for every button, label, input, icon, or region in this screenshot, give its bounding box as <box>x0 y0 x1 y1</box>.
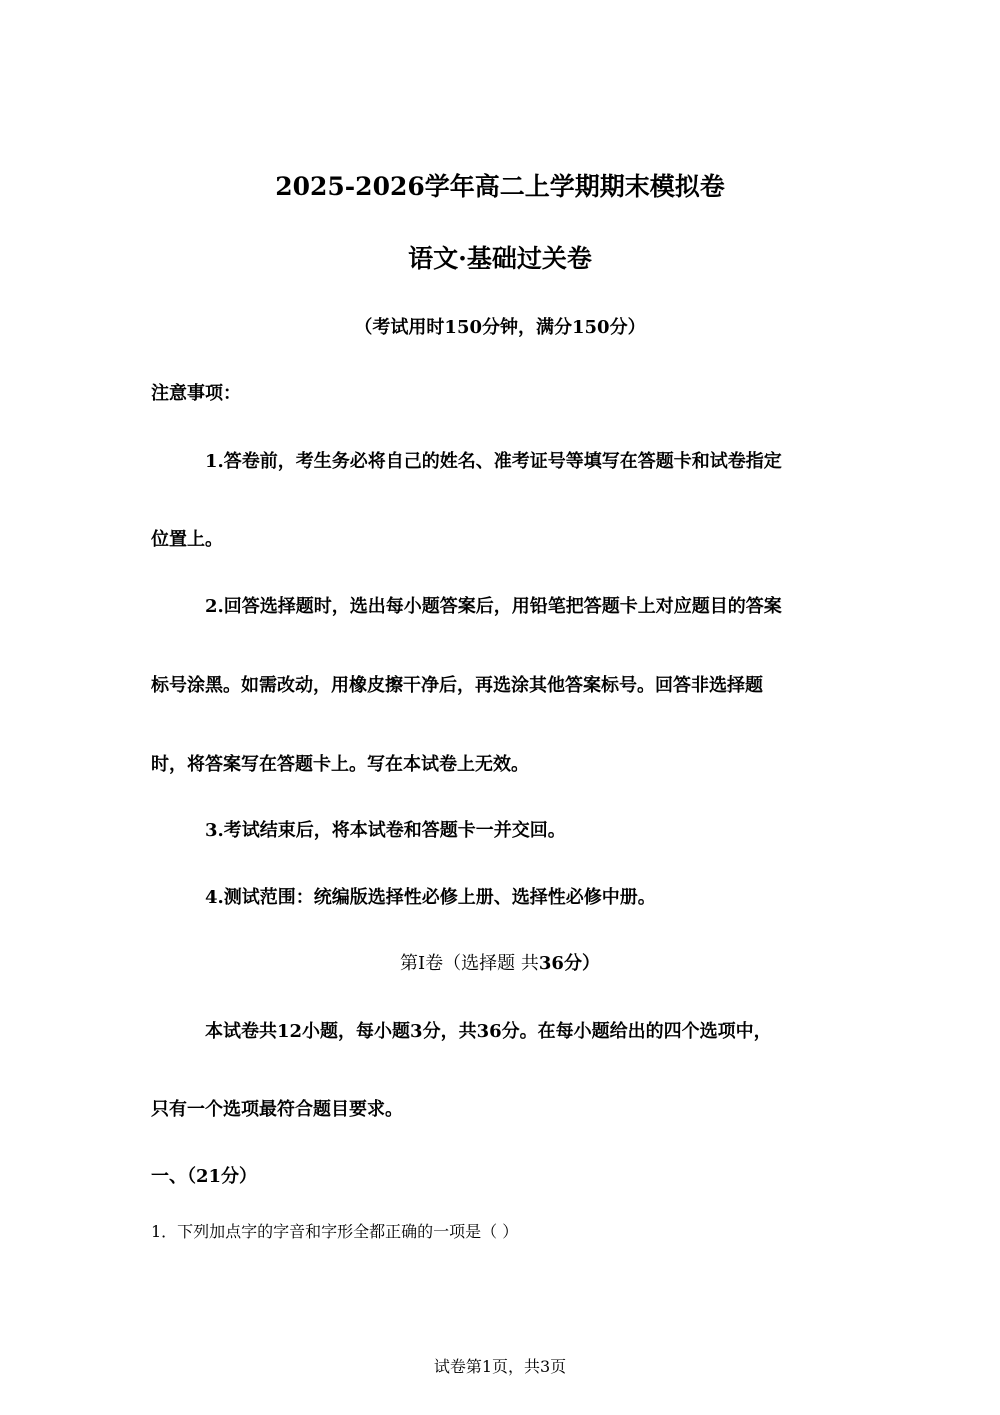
section-title-score: 36分） <box>538 953 600 974</box>
notice-heading: 注意事项： <box>151 383 241 404</box>
section-title-prefix: 第Ⅰ卷（选择题 共 <box>400 953 539 974</box>
notice-item-1-line-2: 位置上。 <box>151 529 223 550</box>
exam-title: 2025-2026学年高二上学期期末模拟卷 <box>275 172 725 201</box>
part-heading: 一、（21分） <box>151 1166 258 1187</box>
notice-item-2-line-3: 时，将答案写在答题卡上。写在本试卷上无效。 <box>151 754 529 775</box>
exam-subtitle: 语文·基础过关卷 <box>408 244 592 273</box>
notice-item-2-line-1: 2.回答选择题时，选出每小题答案后，用铅笔把答题卡上对应题目的答案 <box>205 596 782 617</box>
page-footer: 试卷第1页，共3页 <box>433 1357 567 1376</box>
question-1-stem: 1．下列加点字的字音和字形全都正确的一项是（ ） <box>151 1222 519 1241</box>
section-title <box>0 955 1000 973</box>
notice-item-4: 4.测试范围：统编版选择性必修上册、选择性必修中册。 <box>205 887 656 908</box>
section-instructions-line-2: 只有一个选项最符合题目要求。 <box>151 1099 403 1120</box>
exam-duration: （考试用时150分钟，满分150分） <box>354 317 646 338</box>
notice-item-2-line-2: 标号涂黑。如需改动，用橡皮擦干净后，再选涂其他答案标号。回答非选择题 <box>151 675 763 696</box>
notice-item-1-line-1: 1.答卷前，考生务必将自己的姓名、准考证号等填写在答题卡和试卷指定 <box>205 451 782 472</box>
section-instructions-line-1: 本试卷共12小题，每小题3分，共36分。在每小题给出的四个选项中， <box>205 1021 772 1042</box>
notice-item-3: 3.考试结束后，将本试卷和答题卡一并交回。 <box>205 820 566 841</box>
